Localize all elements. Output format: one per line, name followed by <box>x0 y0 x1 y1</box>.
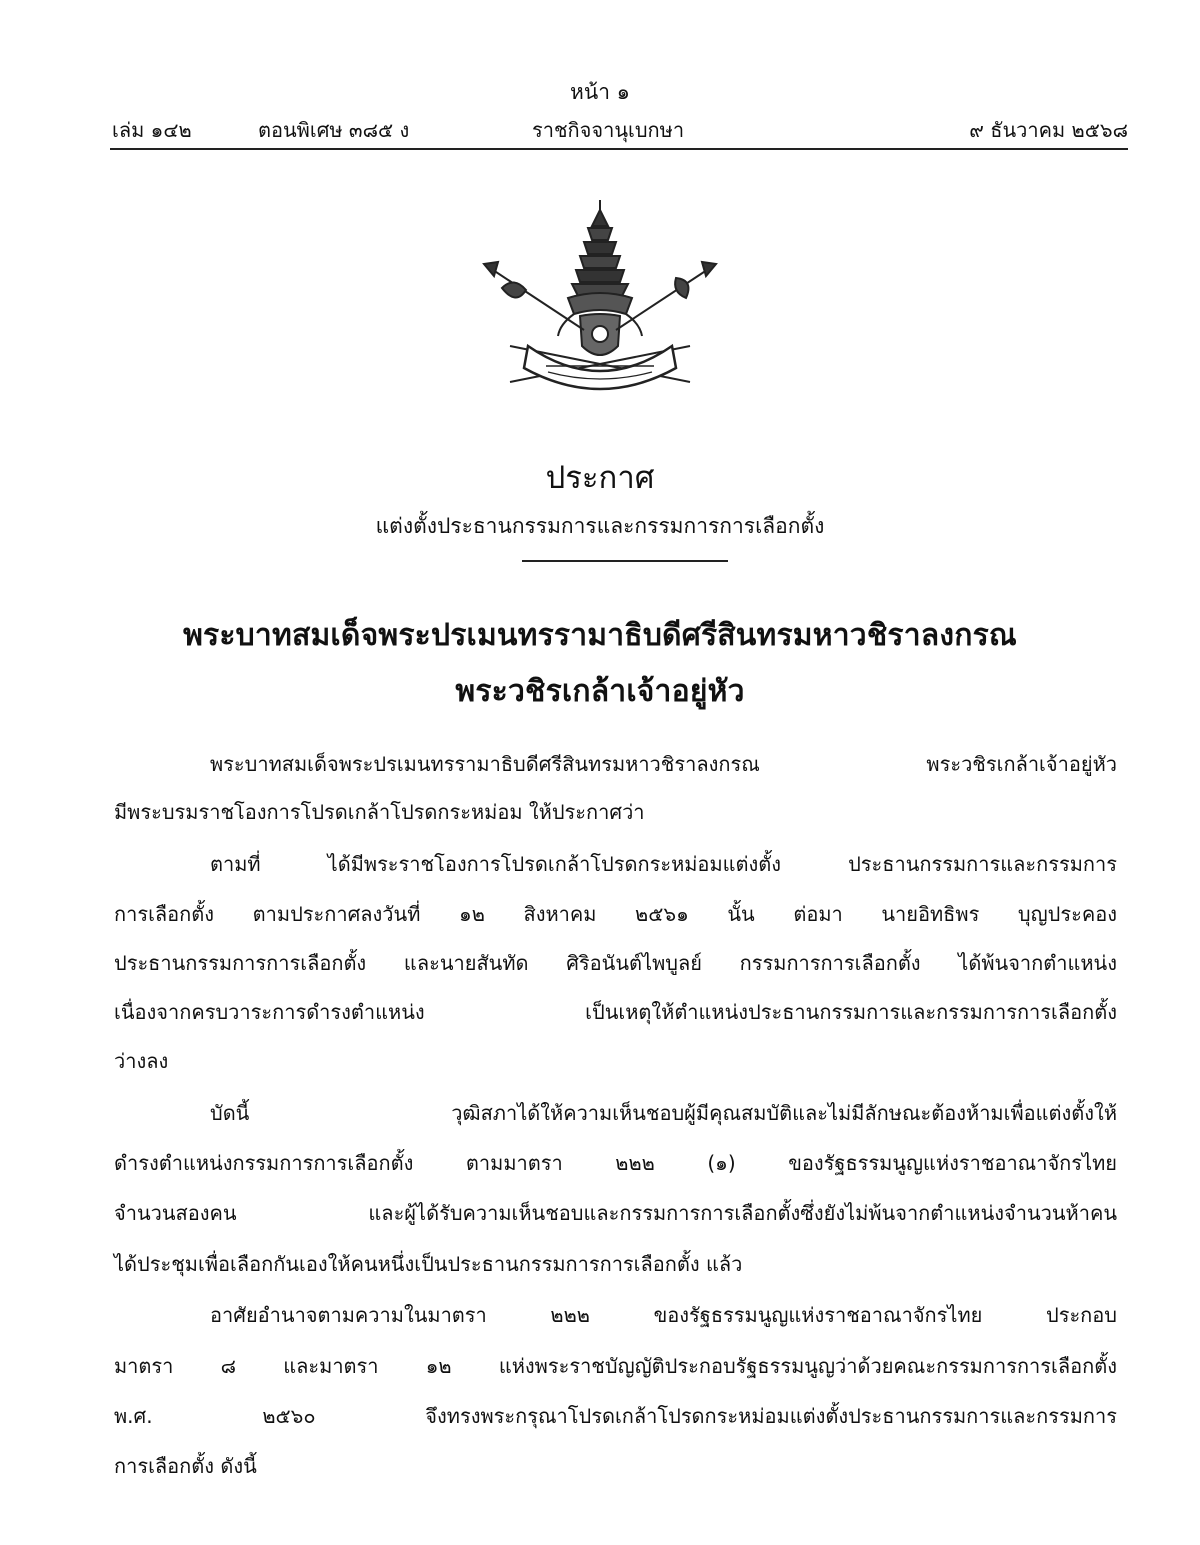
body-line: พ.ศ. ๒๕๖๐ จึงทรงพระกรุณาโปรดเกล้าโปรดกระหม่อมแต่งตั้งประธานกรรมการและกรรมการ <box>114 1404 1117 1428</box>
body-line: พระบาทสมเด็จพระปรเมนทรรามาธิบดีศรีสินทรมหาวชิราลงกรณ พระวชิรเกล้าเจ้าอยู่หัว <box>210 752 1117 776</box>
body-line: การเลือกตั้ง ตามประกาศลงวันที่ ๑๒ สิงหาคม ๒๕๖๑ นั้น ต่อมา นายอิทธิพร บุญประคอง <box>114 902 1117 926</box>
body-line: ว่างลง <box>114 1049 169 1073</box>
gazette-header <box>112 114 1128 144</box>
king-name-line1: พระบาทสมเด็จพระปรเมนทรรามาธิบดีศรีสินทรมหาวชิราลงกรณ <box>183 618 1017 653</box>
king-name-line2: พระวชิรเกล้าเจ้าอยู่หัว <box>455 674 745 709</box>
header-divider <box>110 148 1128 150</box>
volume-number: เล่ม ๑๔๒ <box>112 118 192 142</box>
issue-number: ตอนพิเศษ ๓๘๕ ง <box>258 118 410 142</box>
body-line: จำนวนสองคน และผู้ได้รับความเห็นชอบและกรรมการการเลือกตั้งซึ่งยังไม่พ้นจากตำแหน่งจำนวนห้าคน <box>114 1201 1117 1225</box>
body-line: ดำรงตำแหน่งกรรมการการเลือกตั้ง ตามมาตรา ๒๒๒ (๑) ของรัฐธรรมนูญแห่งราชอาณาจักรไทย <box>114 1151 1117 1175</box>
body-line: เนื่องจากครบวาระการดำรงตำแหน่ง เป็นเหตุให้ตำแหน่งประธานกรรมการและกรรมการการเลือกตั้ง <box>114 1000 1117 1024</box>
page-number: หน้า ๑ <box>570 80 630 104</box>
body-line: ประธานกรรมการการเลือกตั้ง และนายสันทัด ศิริอนันต์ไพบูลย์ กรรมการการเลือกตั้ง ได้พ้นจากตำแหน่ง <box>114 951 1117 975</box>
royal-seal-icon <box>480 196 720 408</box>
body-line: มีพระบรมราชโองการโปรดเกล้าโปรดกระหม่อม ให้ประกาศว่า <box>114 800 645 824</box>
body-line: ตามที่ ได้มีพระราชโองการโปรดเกล้าโปรดกระหม่อมแต่งตั้ง ประธานกรรมการและกรรมการ <box>210 852 1117 876</box>
body-line: อาศัยอำนาจตามความในมาตรา ๒๒๒ ของรัฐธรรมนูญแห่งราชอาณาจักรไทย ประกอบ <box>210 1303 1117 1327</box>
body-line: การเลือกตั้ง ดังนี้ <box>114 1454 257 1478</box>
document-title: ประกาศ <box>545 460 655 496</box>
body-line: ได้ประชุมเพื่อเลือกกันเองให้คนหนึ่งเป็นประธานกรรมการการเลือกตั้ง แล้ว <box>114 1252 743 1276</box>
publication-date: ๙ ธันวาคม ๒๕๖๘ <box>969 118 1128 142</box>
body-line: มาตรา ๘ และมาตรา ๑๒ แห่งพระราชบัญญัติประกอบรัฐธรรมนูญว่าด้วยคณะกรรมการการเลือกตั้ง <box>114 1354 1117 1378</box>
document-subtitle: แต่งตั้งประธานกรรมการและกรรมการการเลือกตั้ง <box>375 514 825 538</box>
body-line: บัดนี้ วุฒิสภาได้ให้ความเห็นชอบผู้มีคุณสมบัติและไม่มีลักษณะต้องห้ามเพื่อแต่งตั้งให้ <box>210 1101 1117 1125</box>
gazette-name: ราชกิจจานุเบกษา <box>532 118 685 142</box>
title-divider <box>522 560 728 562</box>
